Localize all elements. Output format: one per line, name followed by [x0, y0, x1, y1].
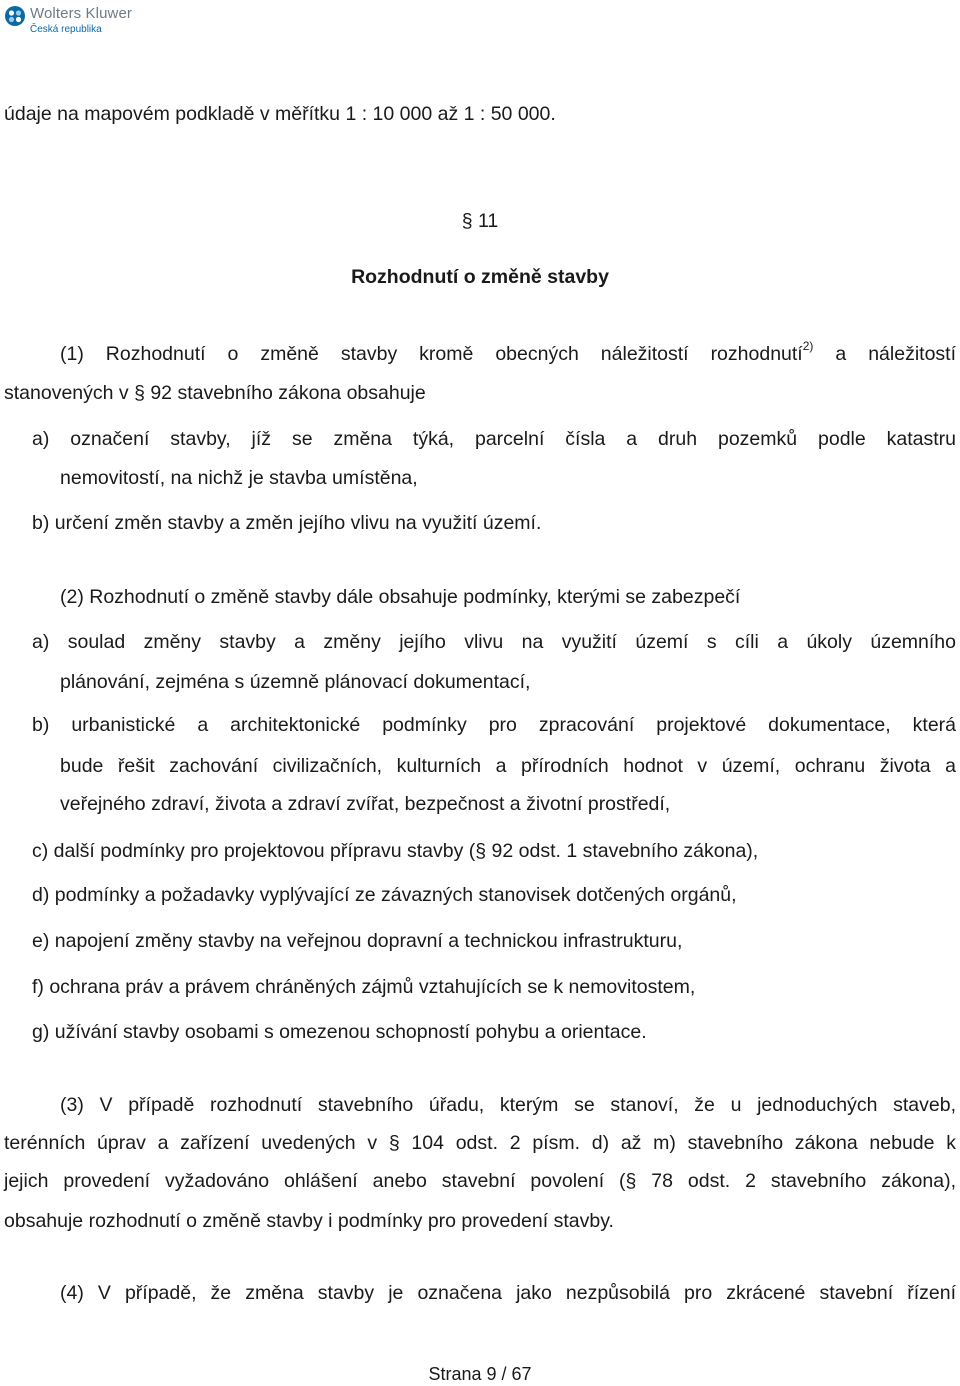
footnote-ref: 2) — [802, 339, 814, 353]
paragraph-3-line-3: jejich provedení vyžadováno ohlášení anebo stavební povolení (§ 78 odst. 2 stavebního zákona), — [4, 1170, 956, 1192]
item-c2: c) další podmínky pro projektovou přípravu stavby (§ 92 odst. 1 stavebního zákona), — [32, 840, 759, 862]
item-b: b) určení změn stavby a změn jejího vlivu na využití území. — [32, 512, 542, 534]
item-a-line-2: nemovitostí, na nichž je stavba umístěna, — [60, 467, 418, 489]
section-title: Rozhodnutí o změně stavby — [351, 266, 609, 288]
wolters-kluwer-logo-icon — [4, 5, 26, 27]
paragraph-2: (2) Rozhodnutí o změně stavby dále obsahuje podmínky, kterými se zabezpečí — [60, 586, 741, 608]
item-a-line-1: a) označení stavby, jíž se změna týká, parcelní čísla a druh pozemků podle katastru — [32, 428, 956, 450]
logo-brand-text: Wolters Kluwer — [30, 5, 132, 22]
item-e2: e) napojení změny stavby na veřejnou dopravní a technickou infrastrukturu, — [32, 930, 683, 952]
item-b2-line-1: b) urbanistické a architektonické podmínky pro zpracování projektové dokumentace, která — [32, 714, 956, 736]
logo-country-text: Česká republika — [30, 24, 102, 35]
text-line: údaje na mapovém podkladě v měřítku 1 : 10 000 až 1 : 50 000. — [4, 103, 556, 125]
paragraph-1-line-2: stanovených v § 92 stavebního zákona obsahuje — [4, 382, 426, 404]
item-g2: g) užívání stavby osobami s omezenou schopností pohybu a orientace. — [32, 1021, 647, 1043]
item-f2: f) ochrana práv a právem chráněných zájmů vztahujících se k nemovitostem, — [32, 976, 696, 998]
section-number: § 11 — [461, 210, 499, 232]
paragraph-4-line-1: (4) V případě, že změna stavby je označena jako nezpůsobilá pro zkrácené stavební řízení — [60, 1282, 956, 1304]
page-number: Strana 9 / 67 — [428, 1364, 532, 1384]
item-d2: d) podmínky a požadavky vyplývající ze závazných stanovisek dotčených orgánů, — [32, 884, 737, 906]
item-a2-line-2: plánování, zejména s územně plánovací dokumentací, — [60, 671, 531, 693]
item-b2-line-2: bude řešit zachování civilizačních, kulturních a přírodních hodnot v území, ochranu života a — [60, 755, 956, 777]
paragraph-1-line-1: (1) Rozhodnutí o změně stavby kromě obecných náležitostí rozhodnutí$^{2)}$ a náležitostí — [60, 339, 956, 365]
paragraph-3-line-2: terénních úprav a zařízení uvedených v § 104 odst. 2 písm. d) až m) stavebního zákona nebude k — [4, 1132, 956, 1154]
paragraph-3-line-4: obsahuje rozhodnutí o změně stavby i podmínky pro provedení stavby. — [4, 1210, 614, 1232]
paragraph-3-line-1: (3) V případě rozhodnutí stavebního úřadu, kterým se stanoví, že u jednoduchých staveb, — [60, 1094, 956, 1116]
item-a2-line-1: a) soulad změny stavby a změny jejího vlivu na využití území s cíli a úkoly územního — [32, 631, 956, 653]
item-b2-line-3: veřejného zdraví, života a zdraví zvířat, bezpečnost a životní prostředí, — [60, 793, 671, 815]
